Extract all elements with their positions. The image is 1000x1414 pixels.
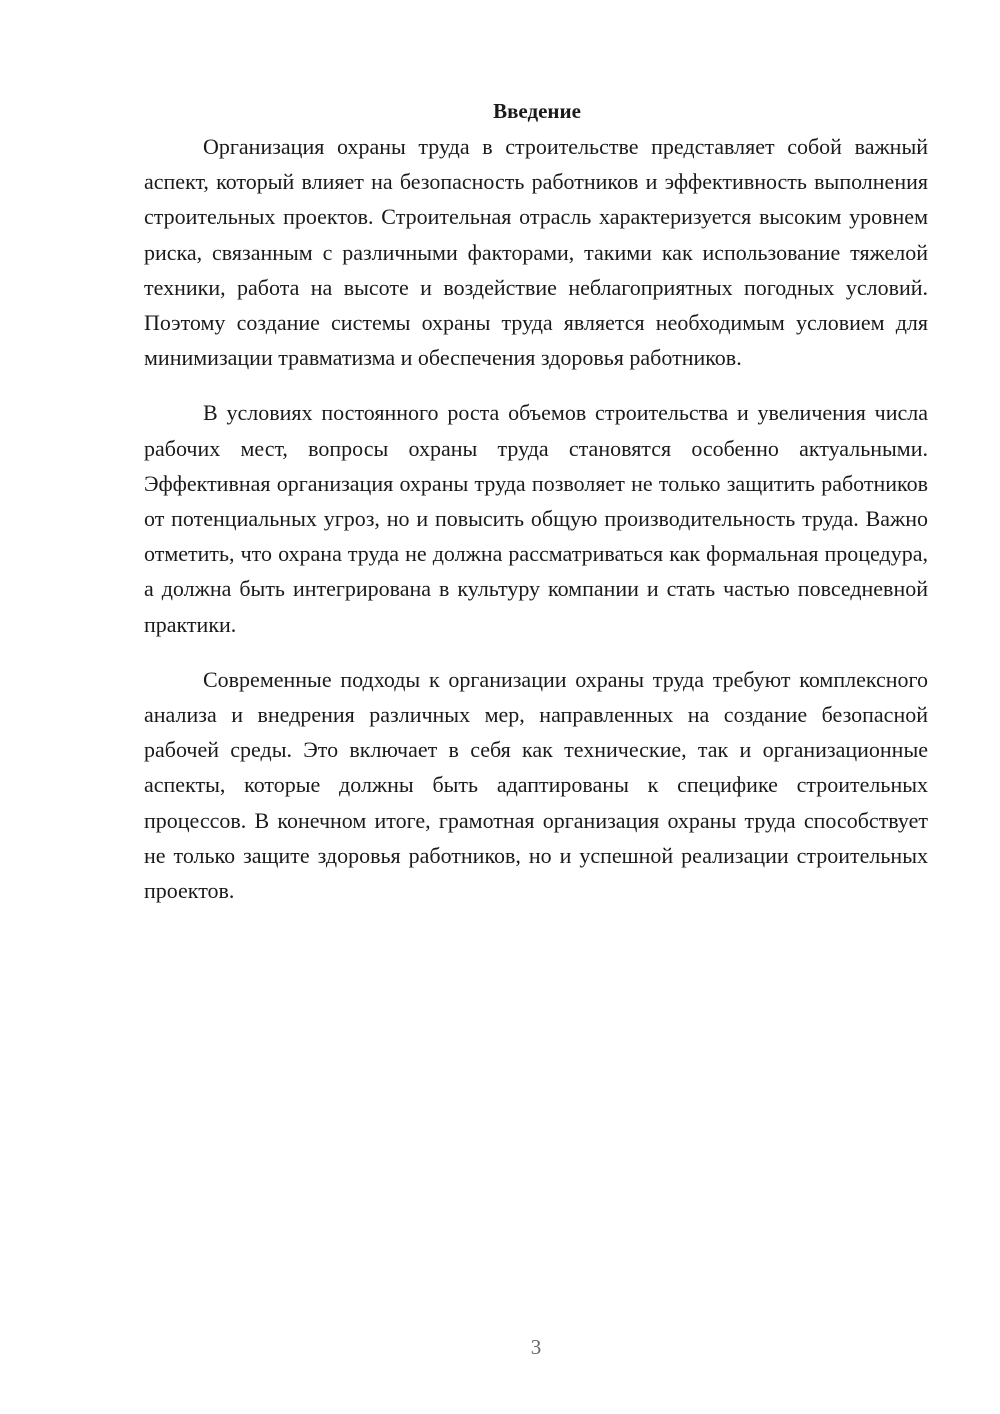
paragraph-3: Современные подходы к организации охраны труда требуют комплексного анализа и внедрения различных мер, направленных на создание безопасной рабочей среды. Это включает в себя как технические, так и организационные аспекты, которые должны быть адаптированы к специфике строительных процессов. В конечном итоге, грамотная организация охраны труда способствует не только защите здоровья работников, но и успешной реализации строительных проектов.	[144, 666, 928, 904]
page-content	[144, 94, 928, 908]
paragraph-1: Организация охраны труда в строительстве представляет собой важный аспект, который влияет на безопасность работников и эффективность выполнения строительных проектов. Строительная отрасль характеризуется высоким уровнем риска, связанным с различными факторами, такими как использование тяжелой техники, работа на высоте и воздействие неблагоприятных погодных условий. Поэтому создание системы охраны труда является необходимым условием для минимизации травматизма и обеспечения здоровья работников.	[144, 134, 928, 371]
page-number: 3	[530, 1335, 542, 1359]
paragraph-2: В условиях постоянного роста объемов строительства и увеличения числа рабочих мест, вопросы охраны труда становятся особенно актуальными. Эффективная организация охраны труда позволяет не только защитить работников от потенциальных угроз, но и повысить общую производительность труда. Важно отметить, что охрана труда не должна рассматриваться как формальная процедура, а должна быть интегрирована в культуру компании и стать частью повседневной практики.	[144, 400, 928, 637]
section-heading: Введение	[493, 99, 581, 123]
